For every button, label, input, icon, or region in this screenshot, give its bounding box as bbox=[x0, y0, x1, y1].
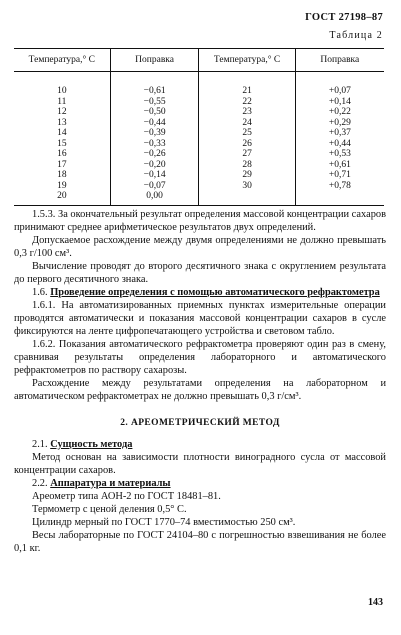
table-cell: +0,37 bbox=[328, 128, 351, 138]
section-title: 2. АРЕОМЕТРИЧЕСКИЙ МЕТОД bbox=[120, 418, 280, 428]
temperature-column-2 bbox=[199, 72, 295, 206]
paragraph-1-6-1: 1.6.1. На автоматизированных приемных пунктах измерительные операции проводятся автоматически и показания массовой концентрации сахаров в сусле фиксируются на ленте цифропечатающего устройства и световом табло. bbox=[14, 300, 386, 337]
table-cell: −0,14 bbox=[143, 170, 166, 180]
table-body-row bbox=[14, 72, 384, 206]
table-cell: 18 bbox=[57, 170, 67, 180]
page-number: 143 bbox=[368, 597, 383, 608]
paragraph-allowed-difference: Допускаемое расхождение между двумя определениями не должно превышать 0,3 г/100 см³. bbox=[14, 235, 386, 259]
heading-1-6 bbox=[14, 286, 386, 299]
paragraph-discrepancy: Расхождение между результатами определения на лабораторном и автоматическом рефрактометрах не должно превышать 0,3 г/см³. bbox=[14, 378, 386, 402]
table-cell: 20 bbox=[57, 191, 67, 201]
table-cell: 22 bbox=[242, 96, 252, 107]
table-cell: +0,71 bbox=[328, 170, 351, 180]
table-cell: +0,22 bbox=[328, 107, 351, 117]
table-cell: 16 bbox=[57, 149, 67, 159]
paragraph-calculation: Вычисление проводят до второго десятичного знака с округлением результата до первого десятичного знака. bbox=[14, 261, 386, 285]
correction-table bbox=[14, 48, 384, 206]
paragraph-cylinder: Цилиндр мерный по ГОСТ 1770–74 вместимостью 250 см³. bbox=[32, 517, 296, 528]
heading-2-2-number: 2.2. bbox=[32, 478, 48, 489]
table-cell: 23 bbox=[242, 107, 252, 117]
table-cell: +0,61 bbox=[328, 159, 351, 170]
table-cell: −0,39 bbox=[143, 128, 166, 138]
table-cell: −0,26 bbox=[143, 149, 166, 159]
table-cell: 19 bbox=[57, 180, 67, 191]
heading-2-2-title: Аппаратура и материалы bbox=[50, 478, 171, 489]
heading-2-1 bbox=[14, 438, 386, 451]
table-cell: −0,44 bbox=[143, 117, 166, 128]
table-cell: 26 bbox=[242, 138, 252, 149]
table-cell: +0,29 bbox=[328, 117, 351, 128]
table-cell: −0,50 bbox=[143, 107, 166, 117]
paragraph-method: Метод основан на зависимости плотности виноградного сусла от массовой концентрации сахаров. bbox=[14, 452, 386, 476]
table-cell: +0,78 bbox=[328, 180, 351, 191]
heading-1-6-number: 1.6. bbox=[32, 287, 48, 298]
table-cell: +0,53 bbox=[328, 149, 351, 159]
table-cell: 25 bbox=[242, 128, 252, 138]
document-code: ГОСТ 27198–87 bbox=[305, 12, 383, 23]
table-cell: 28 bbox=[242, 159, 252, 170]
table-caption: Таблица 2 bbox=[329, 30, 383, 41]
paragraph-thermometer: Термометр с ценой деления 0,5° С. bbox=[32, 504, 187, 515]
table-cell: +0,07 bbox=[328, 86, 351, 96]
temperature-column-1 bbox=[14, 72, 110, 206]
table-cell: −0,20 bbox=[143, 159, 166, 170]
table-cell: 13 bbox=[57, 117, 67, 128]
paragraph-hydrometer: Ареометр типа АОН-2 по ГОСТ 18481–81. bbox=[32, 491, 221, 502]
table-cell: 12 bbox=[57, 107, 67, 117]
paragraph-1-5-3: 1.5.3. За окончательный результат определения массовой концентрации сахаров принимают среднее арифметическое результатов двух определений. bbox=[14, 209, 386, 233]
heading-2-2 bbox=[14, 477, 386, 490]
table-header-row bbox=[14, 49, 384, 72]
header-temperature-1: Температура,° С bbox=[14, 49, 110, 72]
table-cell: 14 bbox=[57, 128, 67, 138]
header-temperature-2: Температура,° С bbox=[199, 49, 295, 72]
paragraph-scales: Весы лабораторные по ГОСТ 24104–80 с погрешностью взвешивания не более 0,1 кг. bbox=[14, 530, 386, 554]
body-text bbox=[14, 208, 386, 555]
header-correction-2: Поправка bbox=[295, 49, 384, 72]
table-cell: 29 bbox=[242, 170, 252, 180]
table-cell: 17 bbox=[57, 159, 67, 170]
paragraph-1-6-2: 1.6.2. Показания автоматического рефрактометра проверяют один раз в смену, сравнивая результаты определения лабораторного и автоматического рефрактометров по раствору сахарозы. bbox=[14, 339, 386, 376]
table-cell: −0,07 bbox=[143, 180, 166, 191]
table-cell: +0,44 bbox=[328, 138, 351, 149]
correction-column-2 bbox=[295, 72, 384, 206]
table-cell: 0,00 bbox=[146, 191, 163, 201]
table-cell: 10 bbox=[57, 86, 67, 96]
table-cell: −0,55 bbox=[143, 96, 166, 107]
table-cell: 27 bbox=[242, 149, 252, 159]
table-cell: 21 bbox=[242, 86, 252, 96]
table-cell: +0,14 bbox=[328, 96, 351, 107]
table-cell: 15 bbox=[57, 138, 67, 149]
table-cell: 11 bbox=[57, 96, 67, 107]
header-correction-1: Поправка bbox=[110, 49, 199, 72]
table-cell: −0,61 bbox=[143, 86, 166, 96]
table-cell: 30 bbox=[242, 180, 252, 191]
heading-2-1-title: Сущность метода bbox=[50, 439, 133, 450]
table-cell: −0,33 bbox=[143, 138, 166, 149]
heading-2-1-number: 2.1. bbox=[32, 439, 48, 450]
table-cell: 24 bbox=[242, 117, 252, 128]
correction-column-1 bbox=[110, 72, 199, 206]
heading-1-6-title: Проведение определения с помощью автоматического рефрактометра bbox=[50, 287, 380, 298]
